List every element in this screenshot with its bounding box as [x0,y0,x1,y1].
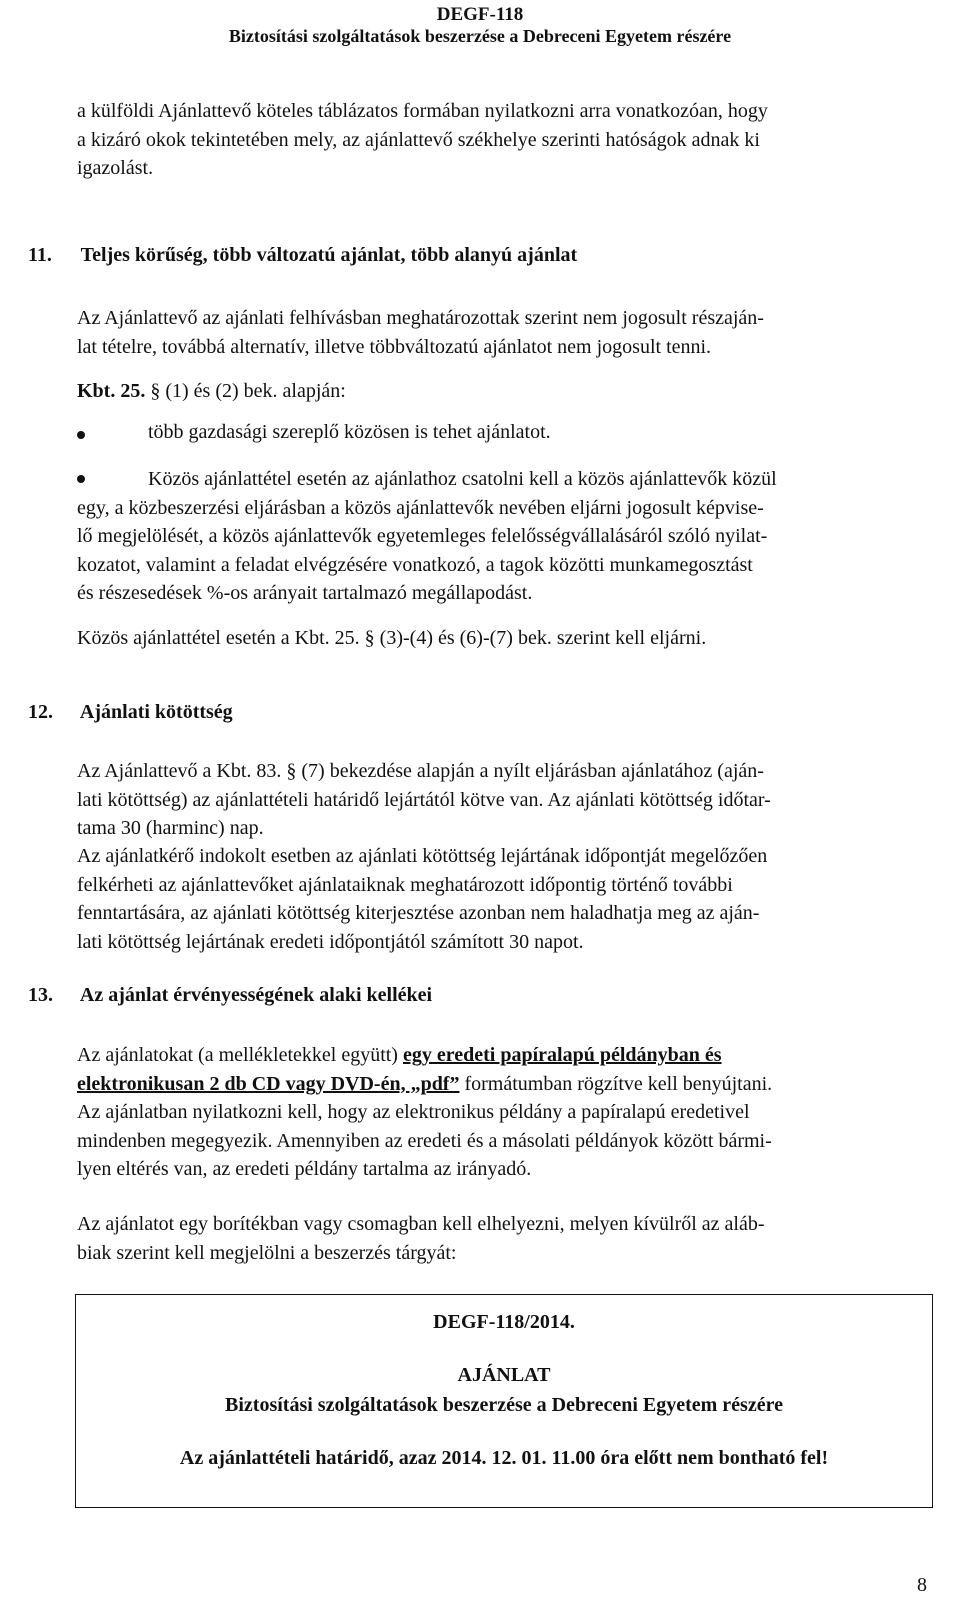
text-line: Az ajánlatban nyilatkozni kell, hogy az elektronikus példány a papíralapú eredetivel [77,1101,750,1123]
section-12-heading [28,701,233,724]
text-line: Az Ajánlattevő az ajánlati felhívásban meghatározottak szerint nem jogosult részaján- [77,307,764,329]
text-line: és részesedések %-os arányait tartalmazó megállapodást. [77,582,533,604]
section-13-paragraph-2 [77,1210,933,1267]
section-number: 11. [28,244,52,266]
section-number: 13. [28,984,53,1006]
underlined-text: egy eredeti papíralapú példányban és [402,1044,722,1066]
kbt-bold: Kbt. 25. [77,380,146,402]
box-deadline: Az ajánlattételi határidő, azaz 2014. 12. 01. 11.00 óra előtt nem bontható fel! [179,1447,829,1469]
text-line: mindenben megegyezik. Amennyiben az eredeti és a másolati példányok között bármi- [77,1129,772,1152]
section-12-paragraph-2 [77,842,933,956]
text-line [77,1070,933,1099]
intro-paragraph [77,97,933,183]
text-line: lő megjelölését, a közös ajánlattevők egyetemleges felelősségvállalásáról szóló nyilat- [77,525,768,547]
page-number: 8 [917,1574,927,1596]
bullet-paragraph [77,465,933,608]
box-label: AJÁNLAT [457,1364,551,1386]
text-line: lyen eltérés van, az eredeti példány tartalma az irányadó. [77,1158,532,1180]
closing-paragraph [77,624,933,653]
text-line: Közös ajánlattétel esetén az ajánlathoz csatolni kell a közös ajánlattevők közül [148,468,777,490]
kbt-reference [77,377,933,406]
box-code: DEGF-118/2014. [433,1311,575,1333]
text-line: Az ajánlatot egy borítékban vagy csomagban kell elhelyezni, melyen kívülről az aláb- [77,1213,765,1235]
bullet-icon [77,431,85,439]
section-title: Ajánlati kötöttség [79,701,233,723]
text-line: a kizáró okok tekintetében mely, az ajánlattevő székhelye szerinti hatóságok adnak ki [77,128,760,151]
section-number: 12. [28,701,53,723]
text-line: fenntartására, az ajánlati kötöttség kiterjesztése azonban nem haladhatja meg az aján- [77,902,760,924]
text-line: lat tételre, továbbá alternatív, illetve többváltozatú ajánlatot nem jogosult tenni. [77,335,712,358]
document-code: DEGF-118 [436,4,524,25]
section-title: Teljes körűség, több változatú ajánlat, több alanyú ajánlat [80,244,578,266]
envelope-label-box [75,1294,933,1508]
text-line: biak szerint kell megjelölni a beszerzés tárgyát: [77,1241,457,1264]
text-line: kozatot, valamint a feladat elvégzésére vonatkozó, a tagok közötti munkamegosztást [77,553,753,576]
text-line: a külföldi Ajánlattevő köteles táblázatos formában nyilatkozni arra vonatkozóan, hogy [77,100,768,122]
text-line: lati kötöttség) az ajánlattételi határidő lejártától kötve van. Az ajánlati kötöttség időtar- [77,788,771,811]
box-subject: Biztosítási szolgáltatások beszerzése a Debreceni Egyetem részére [225,1394,783,1416]
text-line: lati kötöttség lejártának eredeti időpontjától számított 30 napot. [77,930,584,953]
section-13-paragraph [77,1041,933,1184]
text-segment: Az ajánlatokat (a mellékletekkel együtt) [77,1044,398,1066]
kbt-rest: § (1) és (2) bek. alapján: [150,380,346,402]
section-11-paragraph [77,304,933,361]
text-line: egy, a közbeszerzési eljárásban a közös ajánlattevők nevében eljárni jogosult képvise- [77,496,764,519]
text-line: tama 30 (harminc) nap. [77,817,264,839]
section-13-heading [28,984,432,1007]
text-line [77,1041,933,1070]
document-subtitle: Biztosítási szolgáltatások beszerzése a Debreceni Egyetem részére [228,26,732,46]
text-line: felkérheti az ajánlattevőket ajánlataiknak meghatározott időpontig történő további [77,873,733,896]
underlined-text: elektronikusan 2 db CD vagy DVD-én, „pdf” [77,1072,460,1095]
section-12-paragraph [77,757,933,843]
text-line: igazolást. [77,157,154,179]
text-segment: formátumban rögzítve kell benyújtani. [464,1072,773,1095]
text-line: Közös ajánlattétel esetén a Kbt. 25. § (3)-(4) és (6)-(7) bek. szerint kell eljárni. [77,627,707,649]
section-title: Az ajánlat érvényességének alaki kellékei [79,984,433,1006]
section-11-heading [28,244,577,267]
bullet-text: több gazdasági szereplő közösen is tehet ajánlatot. [148,421,551,443]
text-line: Az Ajánlattevő a Kbt. 83. § (7) bekezdése alapján a nyílt eljárásban ajánlatához (aján- [77,760,764,782]
text-line: Az ajánlatkérő indokolt esetben az ajánlati kötöttség lejártának időpontját megelőzően [77,845,768,867]
